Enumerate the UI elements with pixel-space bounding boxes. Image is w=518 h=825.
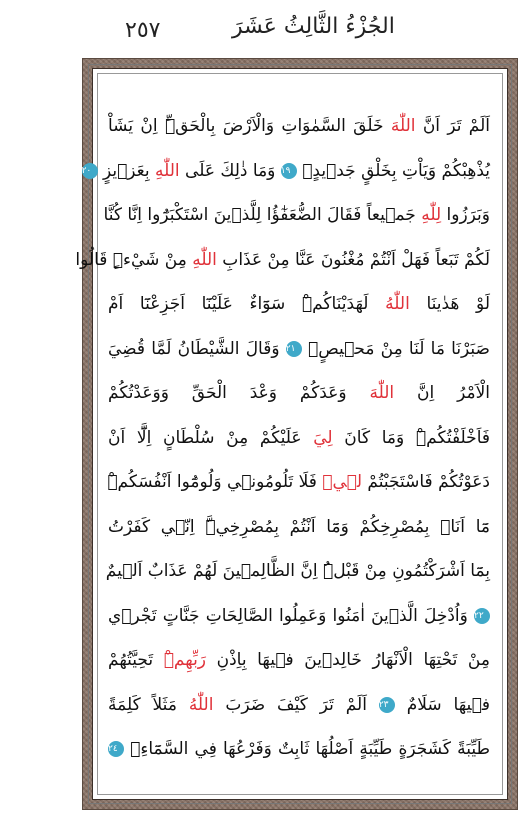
verse-line [108,638,490,683]
verse-text: يُذْهِبْكُمْ وَيَاْتِ بِخَلْقٍ جَد۪يدٍۙ [296,160,490,181]
divine-name-text: رَبِّهِمْۜ [163,650,207,670]
verse-text: طَيِّبَةً كَشَجَرَةٍ طَيِّبَةٍ اَصْلُهَا ثَابِتٌ وَفَرْعُهَا فِي السَّمَٓاءِۙ [124,739,490,759]
verse-lines [75,104,491,772]
verse-text: اَلَمْ تَرَ اَنَّ [415,116,491,136]
ayah-number-marker: ٢٠ [82,163,98,179]
verse-text: تَحِيَّتُهُمْ [108,650,164,670]
verse-text: وَمَا ذٰلِكَ عَلَى [179,160,281,181]
text-panel [75,73,503,795]
verse-text: مَثَلاً كَلِمَةً [108,694,189,715]
divine-name-text: ل۪يۚ [322,472,363,492]
juz-title: الجُزْءُ الثَّالِثُ عَشَرَ [232,14,395,39]
verse-text: مِنْ تَحْتِهَا الْاَنْهَارُ خَالِد۪ينَ ف۪يهَا بِاِذْنِ [206,650,490,670]
verse-text: مِنْ شَيْءٍۜ قَالُوا [75,249,193,270]
verse-text: وَقَالَ الشَّيْطَانُ لَمَّا قُضِيَ [108,338,286,359]
verse-text: اَلَمْ تَرَ كَيْفَ ضَرَبَ [213,694,379,715]
verse-text: دَعَوْتُكُمْ فَاسْتَجَبْتُمْ [362,472,490,492]
verse-line [103,193,490,238]
page-number: ٢٥٧ [125,18,161,43]
verse-text: لَكُمْ تَبَعاً فَهَلْ اَنْتُمْ مُغْنُونَ عَنَّا مِنْ عَذَابِ [216,249,490,270]
ayah-number-marker: ٢٣ [379,697,395,713]
verse-text: وَعَدَكُمْ وَعْدَ الْحَقِّ وَوَعَدْتُكُمْ [108,383,370,403]
page-frame [75,58,518,810]
verse-line [75,238,490,283]
divine-name-text: اللّٰهُ [188,694,214,715]
verse-line [81,149,490,194]
verse-line [108,594,490,639]
verse-text: مَٓا اَنَا۬ بِمُصْرِخِكُمْ وَمَٓا اَنْتُمْ بِمُصْرِخِيَّۜ اِنّ۪ي كَفَرْتُ [108,516,490,537]
verse-text: وَاُدْخِلَ الَّذ۪ينَ اٰمَنُوا وَعَمِلُوا الصَّالِحَاتِ جَنَّاتٍ تَجْر۪ي [108,605,474,626]
verse-line [108,683,490,728]
divine-name-text: لِيَ [313,427,333,448]
verse-text: فَاَخْلَفْتُكُمْۜ وَمَا كَانَ [332,427,491,448]
ayah-number-marker: ٢٤ [108,741,124,757]
verse-text: لَوْ هَدٰينَا [409,294,490,314]
divine-name-text: اللّٰهِ [192,249,217,270]
divine-name-text: اللّٰهَ [369,383,395,403]
ayah-number-marker: ٢٢ [474,608,490,624]
verse-line [108,505,490,550]
verse-text: الْاَمْرُ اِنَّ [394,383,490,403]
verse-line [105,549,490,594]
divine-name-text: اللّٰهُ [385,294,410,314]
verse-text: جَم۪يعاً فَقَالَ الضُّعَفٰٓؤُا لِلَّذ۪ينَ اسْتَكْبَرُٓوا اِنَّا كُنَّا [103,205,422,225]
verse-text: فَلَا تَلُومُون۪ي وَلُومُٓوا اَنْفُسَكُمْۜ [107,472,323,492]
verse-line [108,282,490,327]
verse-line [108,371,490,416]
verse-text: خَلَقَ السَّمٰوَاتِ وَالْاَرْضَ بِالْحَقِّۜ اِنْ يَشَاْ [108,116,391,136]
divine-name-text: لِلّٰهِ [421,205,442,225]
verse-line [108,416,490,461]
verse-line [108,460,490,505]
verse-text: ف۪يهَا سَلَامٌ [394,694,490,715]
verse-text: بِمَٓا اَشْرَكْتُمُونِ مِنْ قَبْلُۜ اِنَّ الظَّالِم۪ينَ لَهُمْ عَذَابٌ اَل۪يمٌ [105,561,490,581]
page-header [0,0,518,60]
ayah-number-marker: ٢١ [286,341,302,357]
verse-text: صَبَرْنَا مَا لَنَا مِنْ مَح۪يصٍ۟ [301,338,490,359]
ayah-number-marker: ١٩ [281,163,297,179]
verse-text: عَلَيْكُمْ مِنْ سُلْطَانٍ اِلَّٓا اَنْ [108,427,314,448]
verse-text: لَهَدَيْنَاكُمْۜ سَوَٓاءٌ عَلَيْنَٓا اَجَزِعْنَٓا اَمْ [108,294,386,314]
verse-line [108,327,490,372]
verse-text: وَبَرَزُوا [441,205,490,225]
divine-name-text: اللّٰهَ [390,116,416,136]
verse-line [108,104,490,149]
verse-text: بِعَز۪يزٍ [97,160,155,181]
divine-name-text: اللّٰهِ [155,160,180,181]
verse-line [108,727,490,772]
